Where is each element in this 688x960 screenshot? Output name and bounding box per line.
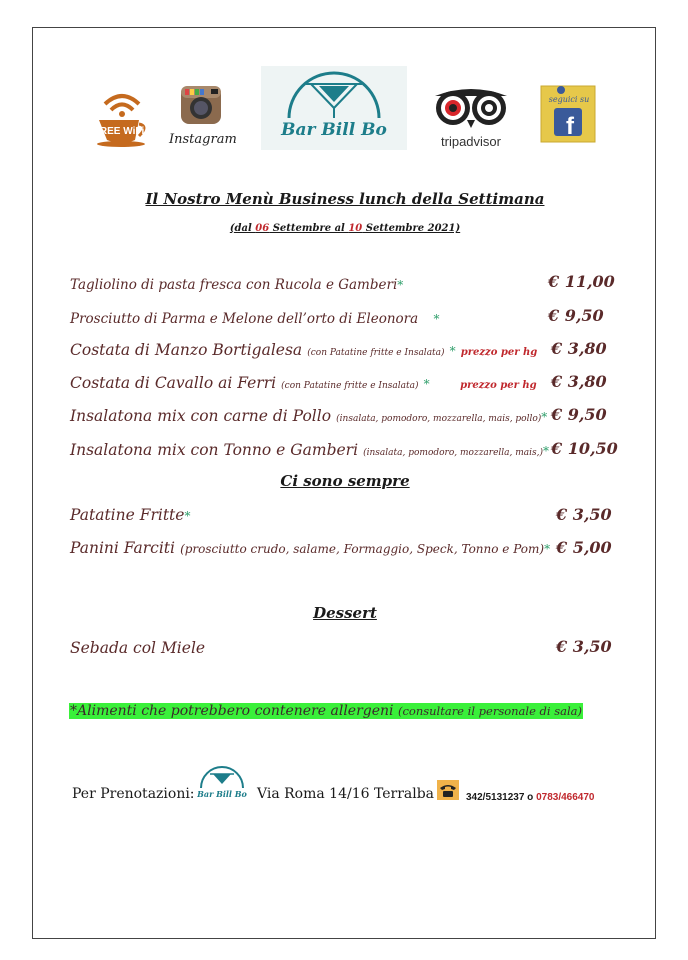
menu-item: Costata di Cavallo ai Ferri (con Patatine fritte e Insalata) * prezzo per hg bbox=[70, 374, 537, 392]
menu-item-price: € 9,50 bbox=[548, 306, 604, 325]
allergen-note: *Alimenti che potrebbero contenere allergeni (consultare il personale di sala) bbox=[70, 703, 583, 719]
svg-text:f: f bbox=[566, 113, 574, 140]
wifi-logo-icon bbox=[95, 86, 149, 150]
section-title-dessert: Dessert bbox=[313, 604, 377, 622]
section-title-always: Ci sono sempre bbox=[280, 472, 410, 490]
instagram-logo bbox=[169, 84, 237, 158]
menu-item: Insalatona mix con carne di Pollo (insalata, pomodoro, mozzarella, mais, pollo)* bbox=[70, 407, 548, 425]
menu-item-price: € 3,50 bbox=[556, 637, 612, 656]
menu-item-price: € 3,80 bbox=[551, 372, 607, 391]
menu-item: Panini Farciti (prosciutto crudo, salame, Formaggio, Speck, Tonno e Pom)* bbox=[70, 539, 551, 557]
tripadvisor-logo bbox=[431, 82, 511, 152]
menu-page bbox=[32, 27, 656, 939]
menu-item-price: € 10,50 bbox=[551, 439, 618, 458]
footer-brand-logo bbox=[193, 764, 251, 802]
owl-icon bbox=[431, 82, 511, 130]
menu-item: Insalatona mix con Tonno e Gamberi (insalata, pomodoro, mozzarella, mais,)* bbox=[70, 441, 550, 459]
wifi-text: FREE WiFi bbox=[95, 126, 145, 137]
menu-item: Tagliolino di pasta fresca con Rucola e Gamberi* bbox=[70, 277, 404, 293]
menu-subtitle: (dal 06 Settembre al 10 Settembre 2021) bbox=[229, 223, 461, 234]
menu-item: Costata di Manzo Bortigalesa (con Patatine fritte e Insalata) * prezzo per hg bbox=[70, 341, 538, 359]
booking-label: Per Prenotazioni: bbox=[72, 786, 195, 802]
menu-item-price: € 9,50 bbox=[551, 405, 607, 424]
menu-title: Il Nostro Menù Business lunch della Settimana bbox=[145, 190, 545, 208]
facebook-sticker-text: seguici su bbox=[548, 95, 590, 104]
tripadvisor-label: tripadvisor bbox=[441, 134, 501, 149]
brand-name: Bar Bill Bo bbox=[281, 120, 387, 140]
instagram-icon bbox=[179, 84, 223, 126]
menu-item: Prosciutto di Parma e Melone dell’orto di Eleonora * bbox=[70, 311, 440, 327]
address: Via Roma 14/16 Terralba bbox=[257, 786, 435, 802]
menu-item: Patatine Fritte* bbox=[70, 506, 191, 524]
menu-item-price: € 3,80 bbox=[551, 339, 607, 358]
menu-item-price: € 5,00 bbox=[556, 538, 612, 557]
footer-brand-name: Bar Bill Bo bbox=[197, 789, 247, 799]
menu-item-price: € 3,50 bbox=[556, 505, 612, 524]
phone-icon bbox=[437, 780, 459, 800]
menu-item-price: € 11,00 bbox=[548, 272, 615, 291]
bar-bill-bo-logo bbox=[261, 66, 407, 150]
facebook-sticker bbox=[539, 84, 597, 144]
menu-item: Sebada col Miele bbox=[70, 639, 206, 657]
instagram-label: Instagram bbox=[169, 132, 237, 147]
phone-numbers: 342/5131237 o 0783/466470 bbox=[466, 792, 595, 803]
